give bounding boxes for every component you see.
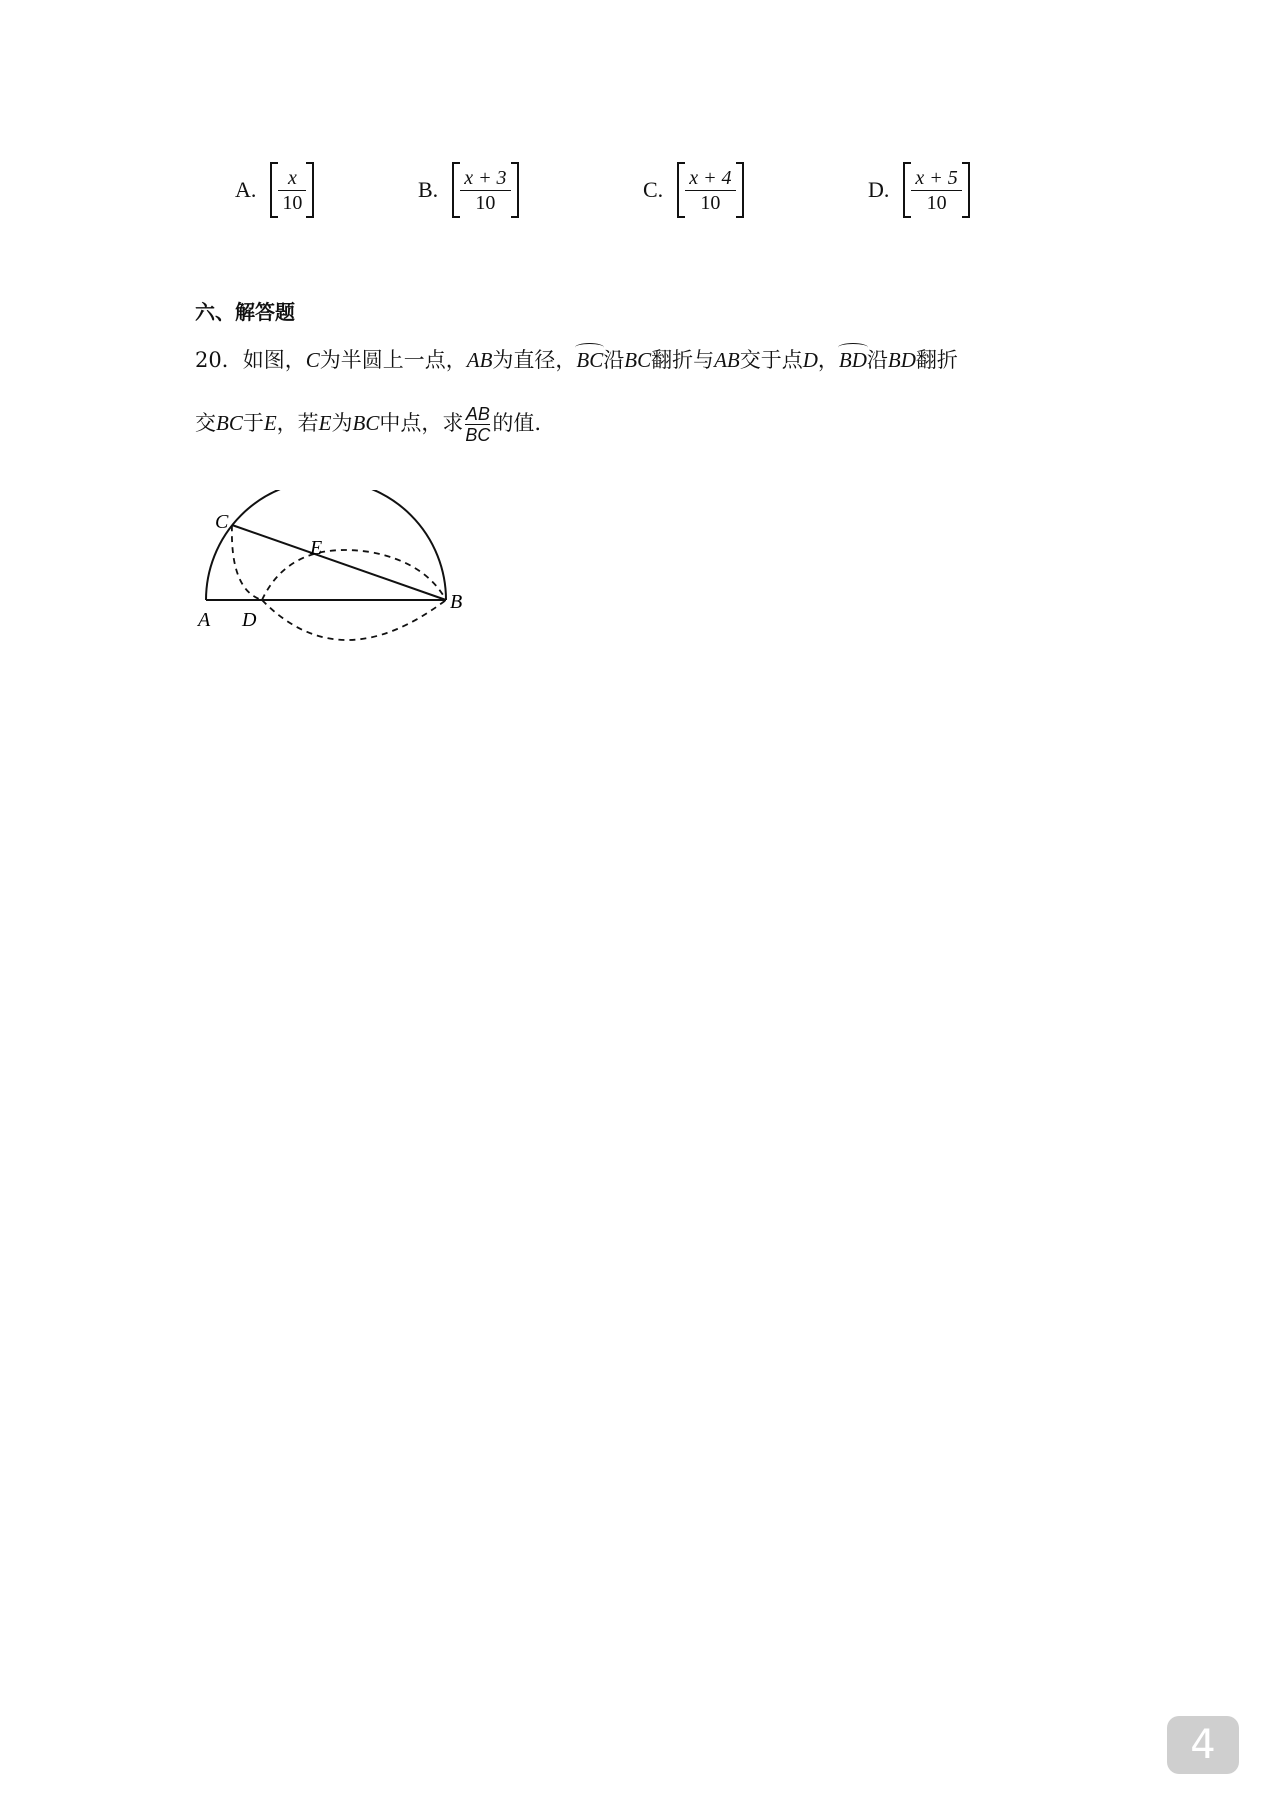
text: 于 <box>242 411 264 435</box>
text: 的值. <box>492 411 542 435</box>
fraction-denominator: 10 <box>700 191 721 214</box>
fraction <box>278 166 306 215</box>
question-number: 20． <box>195 348 243 372</box>
fraction-numerator: x + 3 <box>464 166 507 189</box>
option-letter: C. <box>643 177 664 202</box>
math-var: E <box>263 411 277 435</box>
arc-symbol: BD <box>838 348 867 372</box>
text: ， <box>817 348 839 372</box>
text: 中点，求 <box>379 411 464 435</box>
fraction <box>460 166 510 215</box>
question-line-1 <box>195 344 958 374</box>
floor-bracket <box>452 162 518 218</box>
math-var: E <box>318 411 332 435</box>
text: 交 <box>195 411 216 435</box>
label-b: B <box>450 591 463 613</box>
fraction-denominator: 10 <box>282 191 303 214</box>
fraction-numerator: x <box>287 166 297 189</box>
math-var: BC <box>216 411 243 435</box>
text: ，若 <box>276 411 319 435</box>
fraction-numerator: x + 5 <box>915 166 958 189</box>
label-c: C <box>215 511 229 533</box>
text: 如图， <box>242 348 306 372</box>
fraction <box>685 166 735 215</box>
question-line-2 <box>195 404 541 445</box>
label-a: A <box>198 609 211 631</box>
fraction <box>911 166 961 215</box>
floor-bracket <box>270 162 314 218</box>
option-letter: D. <box>868 177 890 202</box>
folded-arc-lower <box>262 600 446 640</box>
math-var: BC <box>352 411 380 435</box>
fraction-denominator: 10 <box>475 191 496 214</box>
text: 交于点 <box>739 348 803 372</box>
text: 翻折 <box>915 348 958 372</box>
chord-cb <box>232 525 446 600</box>
page-number-badge: 4 <box>1167 1716 1239 1774</box>
label-e: E <box>310 537 323 559</box>
section-title: 六、解答题 <box>195 300 295 324</box>
ratio-numerator: AB <box>465 404 490 424</box>
fraction-numerator: x + 4 <box>689 166 732 189</box>
semicircle-figure <box>190 490 480 650</box>
arc-symbol: BC <box>576 348 604 372</box>
floor-bracket <box>903 162 969 218</box>
text: 为直径， <box>492 348 577 372</box>
option-a <box>235 160 314 220</box>
fraction-denominator: 10 <box>926 191 947 214</box>
ratio-denominator: BC <box>465 425 491 445</box>
option-letter: B. <box>418 177 439 202</box>
math-var: BC <box>624 348 652 372</box>
option-d <box>868 160 970 220</box>
math-var: AB <box>714 348 740 372</box>
floor-bracket <box>677 162 743 218</box>
option-letter: A. <box>235 177 257 202</box>
text: 为 <box>331 411 353 435</box>
math-var: D <box>802 348 818 372</box>
text: 翻折与 <box>651 348 715 372</box>
option-c <box>643 160 744 220</box>
text: 沿 <box>866 348 888 372</box>
ratio-fraction <box>465 404 490 445</box>
text: 为半圆上一点， <box>319 348 467 372</box>
math-var: C <box>305 348 320 372</box>
folded-arc-bd <box>262 550 446 600</box>
label-d: D <box>242 609 257 631</box>
math-var: AB <box>466 348 493 372</box>
text: 沿 <box>603 348 625 372</box>
option-b <box>418 160 519 220</box>
math-var: BD <box>887 348 916 372</box>
folded-arc-bc <box>232 525 262 600</box>
